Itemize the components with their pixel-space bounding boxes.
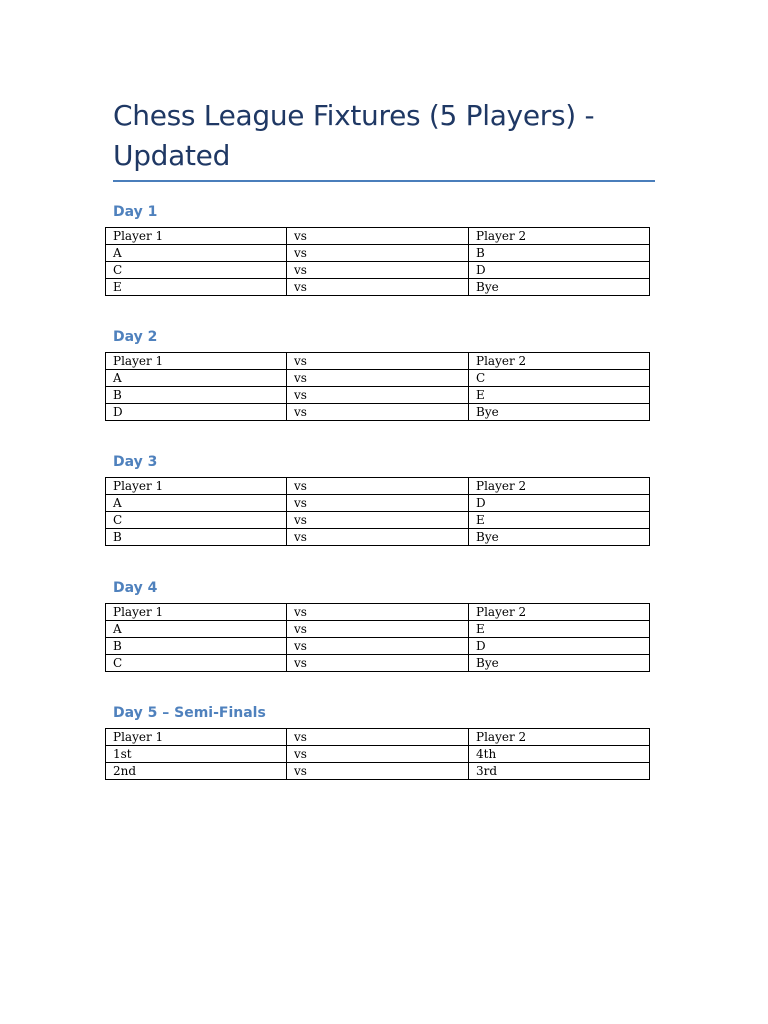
table-cell: vs [287, 621, 469, 638]
table-cell: vs [287, 228, 469, 245]
table-row [106, 746, 650, 763]
table-header-row [106, 228, 650, 245]
table-cell: C [106, 655, 287, 672]
table-cell: 2nd [106, 763, 287, 780]
fixture-section-day-3 [105, 453, 649, 546]
table-cell: Bye [469, 279, 650, 296]
fixtures-table [105, 728, 650, 780]
table-row [106, 512, 650, 529]
table-row [106, 621, 650, 638]
table-row [106, 495, 650, 512]
table-cell: Player 1 [106, 228, 287, 245]
table-cell: vs [287, 478, 469, 495]
table-cell: 3rd [469, 763, 650, 780]
table-cell: vs [287, 746, 469, 763]
table-row [106, 387, 650, 404]
table-row [106, 245, 650, 262]
table-cell: A [106, 370, 287, 387]
table-header-row [106, 353, 650, 370]
table-cell: Player 2 [469, 729, 650, 746]
table-cell: B [106, 529, 287, 546]
table-row [106, 655, 650, 672]
table-cell: B [106, 387, 287, 404]
table-cell: A [106, 621, 287, 638]
table-cell: Player 1 [106, 478, 287, 495]
table-cell: vs [287, 245, 469, 262]
table-cell: C [469, 370, 650, 387]
table-row [106, 404, 650, 421]
fixture-section-day-1 [105, 203, 649, 296]
page-title: Chess League Fixtures (5 Players) - Updated [113, 99, 595, 172]
table-cell: B [469, 245, 650, 262]
fixtures-table [105, 227, 650, 296]
table-row [106, 763, 650, 780]
table-row [106, 529, 650, 546]
table-row [106, 370, 650, 387]
table-cell: Player 2 [469, 604, 650, 621]
day-heading: Day 1 [113, 204, 158, 220]
day-heading: Day 3 [113, 454, 158, 470]
table-cell: Player 2 [469, 353, 650, 370]
table-cell: vs [287, 262, 469, 279]
table-cell: Player 2 [469, 478, 650, 495]
table-cell: Player 1 [106, 604, 287, 621]
table-row [106, 262, 650, 279]
table-cell: 1st [106, 746, 287, 763]
table-cell: C [106, 512, 287, 529]
table-header-row [106, 604, 650, 621]
day-heading: Day 5 – Semi-Finals [113, 705, 266, 721]
fixtures-table [105, 477, 650, 546]
table-cell: B [106, 638, 287, 655]
table-cell: vs [287, 529, 469, 546]
table-cell: vs [287, 353, 469, 370]
table-header-row [106, 729, 650, 746]
table-row [106, 638, 650, 655]
table-cell: A [106, 495, 287, 512]
table-cell: Bye [469, 404, 650, 421]
table-cell: E [469, 387, 650, 404]
table-cell: D [469, 495, 650, 512]
fixture-section-day-5 [105, 704, 649, 780]
fixtures-table [105, 603, 650, 672]
table-cell: Bye [469, 529, 650, 546]
table-cell: E [106, 279, 287, 296]
table-cell: E [469, 621, 650, 638]
table-cell: vs [287, 495, 469, 512]
table-cell: Player 1 [106, 729, 287, 746]
table-cell: C [106, 262, 287, 279]
table-cell: E [469, 512, 650, 529]
table-row [106, 279, 650, 296]
day-heading: Day 2 [113, 329, 158, 345]
table-cell: vs [287, 387, 469, 404]
table-cell: vs [287, 370, 469, 387]
fixtures-table [105, 352, 650, 421]
table-cell: vs [287, 279, 469, 296]
table-cell: D [106, 404, 287, 421]
table-cell: Player 2 [469, 228, 650, 245]
title-divider [113, 180, 655, 182]
table-cell: vs [287, 512, 469, 529]
table-cell: vs [287, 404, 469, 421]
fixture-section-day-2 [105, 328, 649, 421]
table-cell: Bye [469, 655, 650, 672]
table-header-row [106, 478, 650, 495]
table-cell: vs [287, 638, 469, 655]
fixture-section-day-4 [105, 579, 649, 672]
table-cell: vs [287, 729, 469, 746]
table-cell: A [106, 245, 287, 262]
table-cell: D [469, 638, 650, 655]
table-cell: vs [287, 655, 469, 672]
table-cell: vs [287, 763, 469, 780]
table-cell: vs [287, 604, 469, 621]
table-cell: Player 1 [106, 353, 287, 370]
day-heading: Day 4 [113, 580, 158, 596]
table-cell: D [469, 262, 650, 279]
table-cell: 4th [469, 746, 650, 763]
